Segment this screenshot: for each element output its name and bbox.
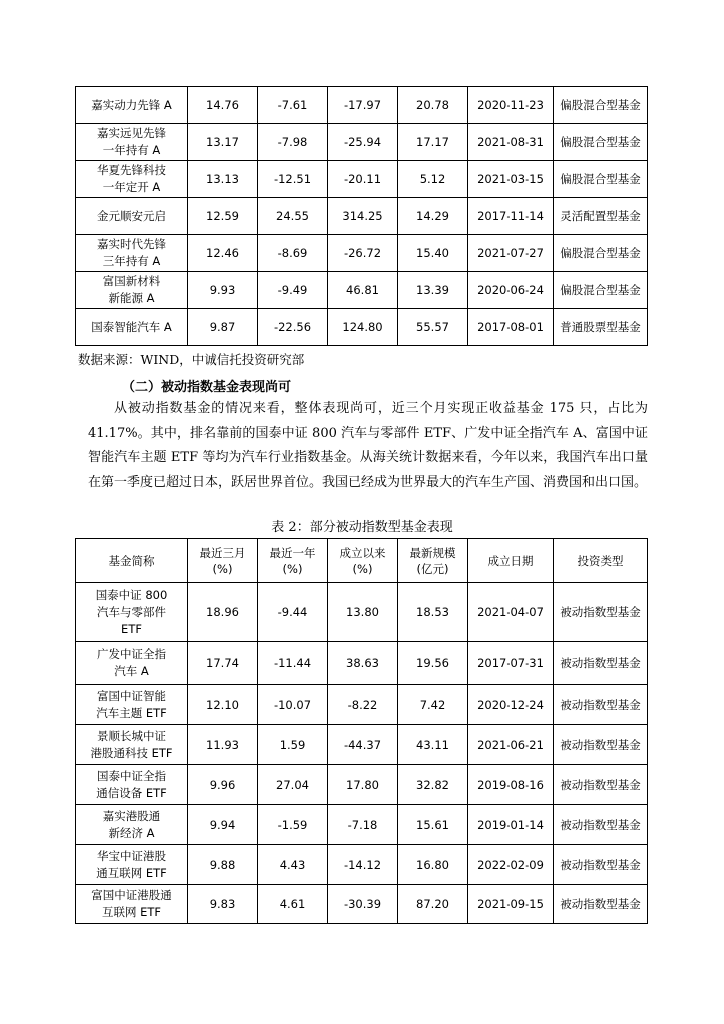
section-heading: （二）被动指数基金表现尚可: [122, 380, 292, 395]
table-row: [76, 685, 648, 725]
table-row: [76, 885, 648, 924]
table-row: [76, 235, 648, 272]
return-since-inception-cell: -7.18: [328, 805, 398, 845]
return-3m-cell: 12.10: [188, 685, 258, 725]
fund-size-cell: 16.80: [398, 845, 468, 885]
return-3m-cell: 11.93: [188, 725, 258, 765]
return-1y-cell: -1.59: [258, 805, 328, 845]
table-row: [76, 309, 648, 346]
fund-size-cell: 5.12: [398, 161, 468, 198]
fund-size-cell: 18.53: [398, 583, 468, 642]
fund-name-cell: 富国中证港股通 互联网 ETF: [76, 885, 188, 924]
fund-type-cell: 被动指数型基金: [554, 583, 648, 642]
fund-name-cell: 国泰智能汽车 A: [76, 309, 188, 346]
fund-type-cell: 偏股混合型基金: [554, 235, 648, 272]
return-since-inception-cell: 46.81: [328, 272, 398, 309]
return-since-inception-cell: -8.22: [328, 685, 398, 725]
fund-name-cell: 嘉实远见先锋 一年持有 A: [76, 124, 188, 161]
fund-name-cell: 金元顺安元启: [76, 198, 188, 235]
return-1y-cell: -7.61: [258, 87, 328, 124]
inception-date-cell: 2017-11-14: [468, 198, 554, 235]
fund-name-cell: 景顺长城中证 港股通科技 ETF: [76, 725, 188, 765]
return-since-inception-cell: 124.80: [328, 309, 398, 346]
fund-type-cell: 偏股混合型基金: [554, 87, 648, 124]
fund-size-cell: 55.57: [398, 309, 468, 346]
fund-type-cell: 被动指数型基金: [554, 642, 648, 685]
column-header: 成立日期: [468, 539, 554, 583]
table-row: [76, 198, 648, 235]
fund-size-cell: 13.39: [398, 272, 468, 309]
return-since-inception-cell: 38.63: [328, 642, 398, 685]
inception-date-cell: 2021-07-27: [468, 235, 554, 272]
fund-size-cell: 32.82: [398, 765, 468, 805]
inception-date-cell: 2021-04-07: [468, 583, 554, 642]
return-since-inception-cell: -25.94: [328, 124, 398, 161]
fund-type-cell: 普通股票型基金: [554, 309, 648, 346]
fund-size-cell: 20.78: [398, 87, 468, 124]
fund-type-cell: 偏股混合型基金: [554, 124, 648, 161]
return-3m-cell: 9.88: [188, 845, 258, 885]
fund-name-cell: 富国中证智能 汽车主题 ETF: [76, 685, 188, 725]
return-3m-cell: 12.46: [188, 235, 258, 272]
fund-size-cell: 15.40: [398, 235, 468, 272]
fund-type-cell: 被动指数型基金: [554, 845, 648, 885]
return-3m-cell: 9.83: [188, 885, 258, 924]
return-1y-cell: -7.98: [258, 124, 328, 161]
return-since-inception-cell: -44.37: [328, 725, 398, 765]
inception-date-cell: 2017-08-01: [468, 309, 554, 346]
table-caption: 表 2：部分被动指数型基金表现: [271, 520, 453, 535]
fund-name-cell: 嘉实港股通 新经济 A: [76, 805, 188, 845]
table-row: [76, 583, 648, 642]
return-since-inception-cell: -26.72: [328, 235, 398, 272]
fund-name-cell: 嘉实动力先锋 A: [76, 87, 188, 124]
fund-name-cell: 国泰中证全指 通信设备 ETF: [76, 765, 188, 805]
fund-size-cell: 7.42: [398, 685, 468, 725]
inception-date-cell: 2020-12-24: [468, 685, 554, 725]
fund-size-cell: 15.61: [398, 805, 468, 845]
return-since-inception-cell: 17.80: [328, 765, 398, 805]
return-3m-cell: 12.59: [188, 198, 258, 235]
fund-type-cell: 偏股混合型基金: [554, 161, 648, 198]
fund-name-cell: 富国新材料 新能源 A: [76, 272, 188, 309]
fund-name-cell: 嘉实时代先锋 三年持有 A: [76, 235, 188, 272]
return-1y-cell: -9.44: [258, 583, 328, 642]
return-since-inception-cell: -20.11: [328, 161, 398, 198]
fund-size-cell: 14.29: [398, 198, 468, 235]
column-header: 基金简称: [76, 539, 188, 583]
return-1y-cell: -10.07: [258, 685, 328, 725]
fund-size-cell: 43.11: [398, 725, 468, 765]
inception-date-cell: 2019-08-16: [468, 765, 554, 805]
table-row: [76, 805, 648, 845]
inception-date-cell: 2021-06-21: [468, 725, 554, 765]
table-row: [76, 845, 648, 885]
column-header: 最新规模 (亿元): [398, 539, 468, 583]
return-3m-cell: 9.94: [188, 805, 258, 845]
return-3m-cell: 14.76: [188, 87, 258, 124]
return-since-inception-cell: 13.80: [328, 583, 398, 642]
return-3m-cell: 13.17: [188, 124, 258, 161]
return-1y-cell: -8.69: [258, 235, 328, 272]
return-3m-cell: 9.87: [188, 309, 258, 346]
return-3m-cell: 9.93: [188, 272, 258, 309]
table-header-row: [76, 539, 648, 583]
return-1y-cell: -22.56: [258, 309, 328, 346]
table-row: [76, 161, 648, 198]
fund-type-cell: 灵活配置型基金: [554, 198, 648, 235]
fund-type-cell: 偏股混合型基金: [554, 272, 648, 309]
inception-date-cell: 2020-11-23: [468, 87, 554, 124]
table-row: [76, 124, 648, 161]
fund-size-cell: 17.17: [398, 124, 468, 161]
fund-type-cell: 被动指数型基金: [554, 725, 648, 765]
return-since-inception-cell: -14.12: [328, 845, 398, 885]
body-paragraph: 从被动指数基金的情况来看，整体表现尚可，近三个月实现正收益基金 175 只，占比为 41.17%。其中，排名靠前的国泰中证 800 汽车与零部件 ETF、广发中证全指汽车 A、富国中证智能汽车主题 ETF 等均为汽车行业指数基金。从海关统计数据来看，今年以来，我国汽车出口量在第一季度已超过日本，跃居世界首位。我国已经成为世界最大的汽车生产国、消费国和出口国。: [88, 401, 648, 490]
return-3m-cell: 18.96: [188, 583, 258, 642]
table-row: [76, 642, 648, 685]
return-3m-cell: 9.96: [188, 765, 258, 805]
fund-name-cell: 国泰中证 800 汽车与零部件 ETF: [76, 583, 188, 642]
inception-date-cell: 2021-09-15: [468, 885, 554, 924]
return-1y-cell: 1.59: [258, 725, 328, 765]
column-header: 成立以来 (%): [328, 539, 398, 583]
fund-name-cell: 华夏先锋科技 一年定开 A: [76, 161, 188, 198]
table-row: [76, 272, 648, 309]
return-1y-cell: -11.44: [258, 642, 328, 685]
column-header: 投资类型: [554, 539, 648, 583]
fund-name-cell: 华宝中证港股 通互联网 ETF: [76, 845, 188, 885]
return-1y-cell: 4.43: [258, 845, 328, 885]
inception-date-cell: 2021-08-31: [468, 124, 554, 161]
fund-size-cell: 87.20: [398, 885, 468, 924]
column-header: 最近三月 (%): [188, 539, 258, 583]
return-1y-cell: 24.55: [258, 198, 328, 235]
return-1y-cell: -12.51: [258, 161, 328, 198]
fund-type-cell: 被动指数型基金: [554, 685, 648, 725]
table-row: [76, 765, 648, 805]
inception-date-cell: 2019-01-14: [468, 805, 554, 845]
table-row: [76, 87, 648, 124]
return-since-inception-cell: -17.97: [328, 87, 398, 124]
return-since-inception-cell: 314.25: [328, 198, 398, 235]
inception-date-cell: 2022-02-09: [468, 845, 554, 885]
fund-table-1: [75, 86, 648, 346]
inception-date-cell: 2017-07-31: [468, 642, 554, 685]
inception-date-cell: 2020-06-24: [468, 272, 554, 309]
inception-date-cell: 2021-03-15: [468, 161, 554, 198]
fund-size-cell: 19.56: [398, 642, 468, 685]
data-source-note: 数据来源：WIND，中诚信托投资研究部: [78, 352, 305, 367]
return-3m-cell: 13.13: [188, 161, 258, 198]
fund-table-2: [75, 538, 648, 924]
fund-type-cell: 被动指数型基金: [554, 805, 648, 845]
fund-name-cell: 广发中证全指 汽车 A: [76, 642, 188, 685]
return-1y-cell: 4.61: [258, 885, 328, 924]
return-since-inception-cell: -30.39: [328, 885, 398, 924]
return-1y-cell: -9.49: [258, 272, 328, 309]
column-header: 最近一年 (%): [258, 539, 328, 583]
return-1y-cell: 27.04: [258, 765, 328, 805]
table-row: [76, 725, 648, 765]
fund-type-cell: 被动指数型基金: [554, 885, 648, 924]
fund-type-cell: 被动指数型基金: [554, 765, 648, 805]
return-3m-cell: 17.74: [188, 642, 258, 685]
